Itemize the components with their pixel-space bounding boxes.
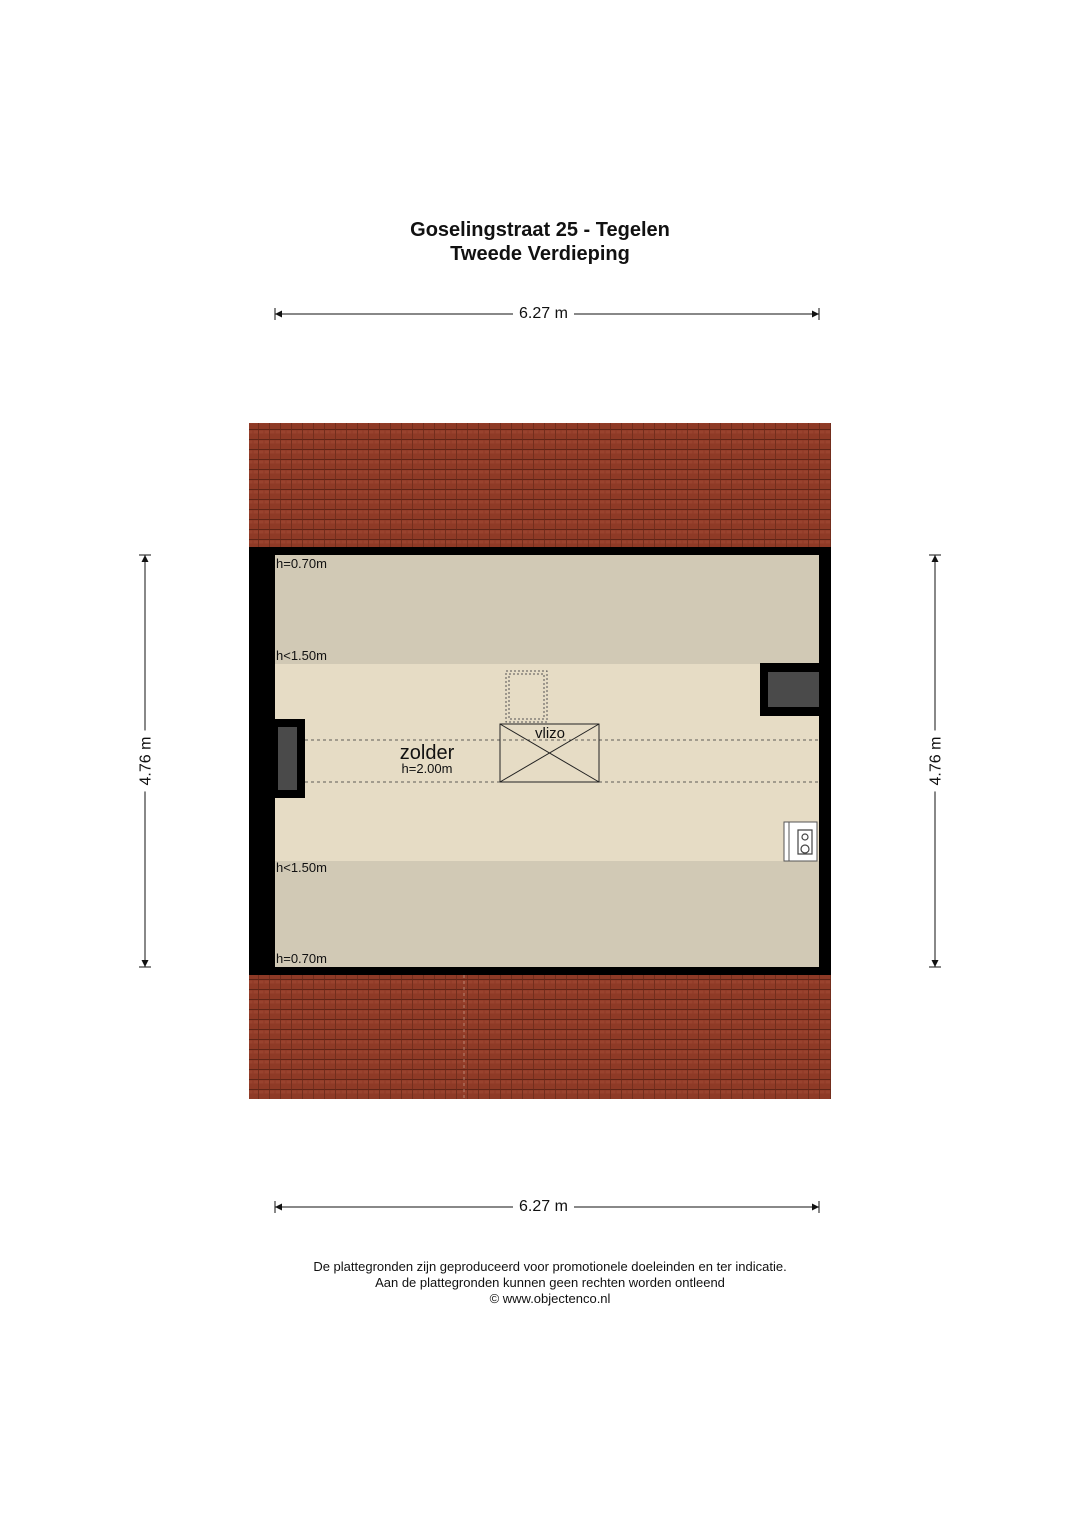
- room-height: h=2.00m: [401, 761, 453, 776]
- dimension-label-right: 4.76 m: [927, 731, 945, 792]
- roof-tiles-top: [249, 423, 831, 547]
- dimension-label-top: 6.27 m: [513, 305, 574, 323]
- copyright-line: © www.objectenco.nl: [489, 1291, 611, 1306]
- room-name: zolder: [399, 742, 455, 764]
- roof-tiles-bottom: [249, 975, 831, 1099]
- height-mark-bottom-limit: h<1.50m: [276, 860, 327, 875]
- chimney-left: [275, 719, 305, 798]
- height-mark-top-limit: h<1.50m: [276, 648, 327, 663]
- low-ceiling-zone-top: [275, 555, 819, 664]
- height-mark-top-edge: h=0.70m: [276, 556, 327, 571]
- plan-title-address: Goselingstraat 25 - Tegelen: [410, 219, 670, 241]
- boiler-icon: [784, 822, 817, 861]
- hatch-label: vlizo: [534, 725, 566, 742]
- height-mark-bottom-edge: h=0.70m: [276, 951, 327, 966]
- attic-floor-zone: [275, 664, 819, 861]
- low-ceiling-zone-bottom: [275, 861, 819, 967]
- plan-title-floor: Tweede Verdieping: [450, 243, 630, 265]
- disclaimer: [0, 1259, 1080, 1307]
- disclaimer-line-2: Aan de plattegronden kunnen geen rechten worden ontleend: [375, 1275, 725, 1290]
- dimension-label-bottom: 6.27 m: [513, 1198, 574, 1216]
- disclaimer-line-1: De plattegronden zijn geproduceerd voor promotionele doeleinden en ter indicatie.: [313, 1259, 787, 1274]
- dimension-label-left: 4.76 m: [137, 731, 155, 792]
- chimney-right: [760, 663, 819, 716]
